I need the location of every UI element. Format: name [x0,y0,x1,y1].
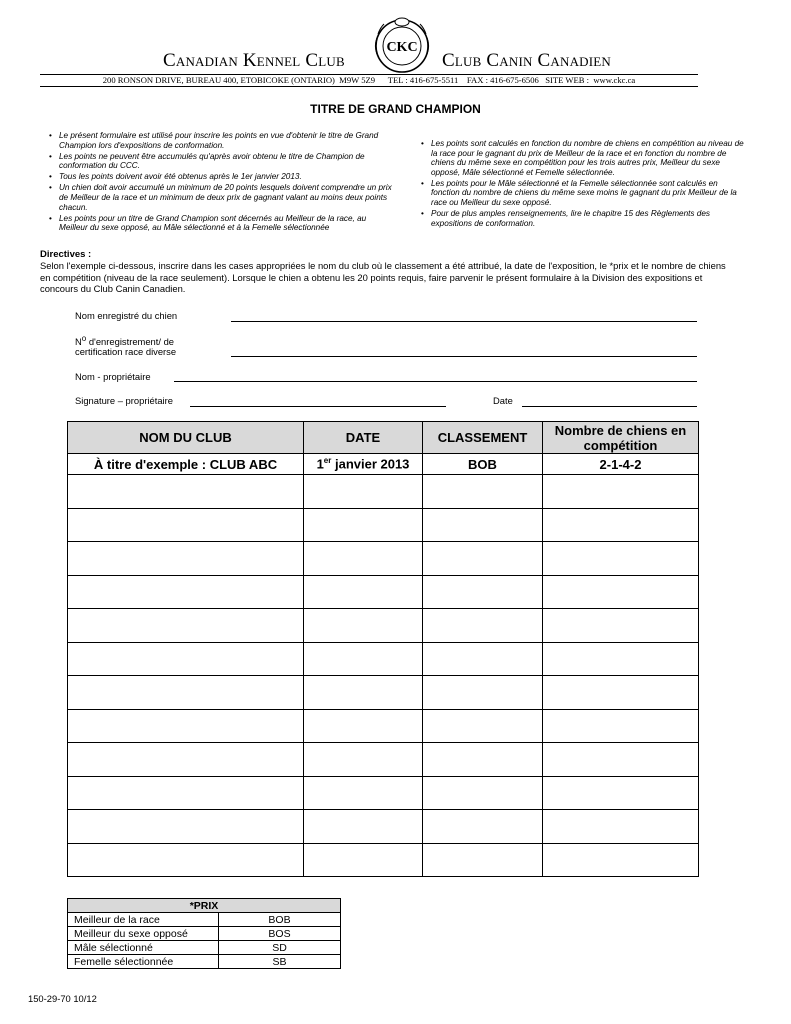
owner-signature-field[interactable] [190,406,446,407]
table-row [68,609,699,643]
directives-text: Selon l'exemple ci-dessous, inscrire dans les cases appropriées le nom du club où le classement a été attribué, la date de l'exposition, le *prix et le nombre de chiens en compétition (niveau de la race seulement). Lorsque le chien a obtenu les 20 points requis, faire parvenir le présent formulaire à la Division des expositions et concours du Club Canin Canadien. [40,260,726,295]
date-label: Date [493,395,513,406]
prize-code: SB [219,955,341,969]
prize-code: BOB [219,913,341,927]
points-table [67,421,699,877]
example-row [68,454,699,475]
table-header-row [68,422,699,454]
date-field[interactable] [522,406,697,407]
header-club-name: NOM DU CLUB [68,422,304,454]
note-item: • Les points pour le Mâle sélectionné et la Femelle sélectionnée sont calculés en fonction du nombre de chiens du même sexe moins le gagnant du prix Meilleur de la race ou Meilleur du sexe opposé. [421,178,737,208]
notes-right [417,139,747,230]
date-cell[interactable] [304,542,423,576]
dog-name-label: Nom enregistré du chien [75,310,178,321]
dog-count-cell[interactable] [543,508,699,542]
prize-legend-header [68,899,341,913]
header-date: DATE [304,422,423,454]
notes-left [45,131,395,234]
note-item: • Les points ne peuvent être accumulés qu'après avoir obtenu le titre de Champion de conformation du CCC. [49,151,365,171]
table-row [68,642,699,676]
org-name-french: Club Canin Canadien [442,50,612,71]
ranking-cell[interactable] [423,642,543,676]
ckc-logo [372,16,432,76]
date-cell[interactable] [304,475,423,509]
example-ranking: BOB [423,454,543,475]
ranking-cell[interactable] [423,508,543,542]
table-row [68,843,699,877]
registration-number-label: $N^o$ d'enregistrement/ de [75,334,175,348]
prize-row [68,913,341,927]
date-cell[interactable] [304,575,423,609]
date-cell[interactable] [304,776,423,810]
prize-label: Femelle sélectionnée [68,955,219,969]
prize-legend-title: *PRIX [68,899,341,913]
dog-count-cell[interactable] [543,609,699,643]
club-name-cell[interactable] [68,776,304,810]
prize-legend-table [67,898,341,969]
ranking-cell[interactable] [423,709,543,743]
table-row [68,542,699,576]
dog-count-cell[interactable] [543,843,699,877]
ranking-cell[interactable] [423,676,543,710]
org-name-english: Canadian Kennel Club [163,50,345,71]
dog-count-cell[interactable] [543,475,699,509]
note-item: • Tous les points doivent avoir été obtenus après le 1er janvier 2013. [49,172,302,182]
header-ranking: CLASSEMENT [423,422,543,454]
example-dog-count: 2-1-4-2 [543,454,699,475]
registration-number-field[interactable] [231,356,697,357]
prize-row [68,955,341,969]
prize-row [68,927,341,941]
ranking-cell[interactable] [423,475,543,509]
dog-name-field[interactable] [231,321,697,322]
ranking-cell[interactable] [423,743,543,777]
ranking-cell[interactable] [423,575,543,609]
club-name-cell[interactable] [68,475,304,509]
date-cell[interactable] [304,642,423,676]
note-item: • Les points sont calculés en fonction du nombre de chiens en compétition au niveau de la race pour le gagnant du prix de Meilleur de la race et en fonction du nombre de chiens du même sexe en compétition pour les trois autres prix, Meilleur du sexe opposé, Mâle sélectionné et Femelle sélectionnée. [421,139,744,177]
club-name-cell[interactable] [68,709,304,743]
note-item: • Un chien doit avoir accumulé un minimum de 20 points lesquels doivent comprendre un prix de Meilleur de la race et un minimum de deux prix de gagnant valant au moins deux points chacun. [49,183,392,212]
dog-count-cell[interactable] [543,743,699,777]
table-row [68,475,699,509]
club-name-cell[interactable] [68,843,304,877]
header-rule-bottom [40,86,698,87]
date-cell[interactable] [304,810,423,844]
table-row [68,743,699,777]
club-name-cell[interactable] [68,810,304,844]
header-dog-count: Nombre de chiens en compétition [543,422,699,454]
club-name-cell[interactable] [68,508,304,542]
prize-code: BOS [219,927,341,941]
dog-count-cell[interactable] [543,542,699,576]
directives-heading: Directives : [40,249,92,260]
dog-count-cell[interactable] [543,810,699,844]
dog-count-cell[interactable] [543,709,699,743]
ranking-cell[interactable] [423,843,543,877]
example-date: 1er janvier 2013 [304,454,423,475]
ranking-cell[interactable] [423,609,543,643]
example-club: À titre d'exemple : CLUB ABC [68,454,304,475]
form-number: 150-29-70 10/12 [28,993,97,1004]
form-title: TITRE DE GRAND CHAMPION [310,102,481,116]
club-name-cell[interactable] [68,575,304,609]
date-cell[interactable] [304,743,423,777]
date-cell[interactable] [304,676,423,710]
club-name-cell[interactable] [68,609,304,643]
dog-count-cell[interactable] [543,776,699,810]
ranking-cell[interactable] [423,810,543,844]
club-name-cell[interactable] [68,743,304,777]
prize-label: Meilleur de la race [68,913,219,927]
prize-row [68,941,341,955]
address-line: 200 RONSON DRIVE, BUREAU 400, ETOBICOKE (ONTARIO) M9W 5Z9 TEL : 416-675-5511 FAX : 416-675-6506 SITE WEB : www.ckc.ca [102,75,636,85]
owner-name-field[interactable] [174,381,697,382]
dog-count-cell[interactable] [543,676,699,710]
date-cell[interactable] [304,843,423,877]
club-name-cell[interactable] [68,642,304,676]
table-row [68,676,699,710]
dog-count-cell[interactable] [543,575,699,609]
prize-code: SD [219,941,341,955]
note-item: • Les points pour un titre de Grand Champion sont décernés au Meilleur de la race, au Meilleur du sexe opposé, au Mâle sélectionné et à la Femelle sélectionnée [49,213,367,233]
date-cell[interactable] [304,508,423,542]
table-row [68,810,699,844]
registration-number-label-line2: certification race diverse [75,346,177,357]
owner-signature-label: Signature – propriétaire [75,395,173,406]
table-row [68,776,699,810]
prize-label: Mâle sélectionné [68,941,219,955]
date-cell[interactable] [304,609,423,643]
table-row [68,508,699,542]
owner-name-label: Nom - propriétaire [75,371,151,382]
prize-label: Meilleur du sexe opposé [68,927,219,941]
club-name-cell[interactable] [68,676,304,710]
ranking-cell[interactable] [423,776,543,810]
ranking-cell[interactable] [423,542,543,576]
svg-text:CKC: CKC [386,40,418,55]
note-item: • Le présent formulaire est utilisé pour inscrire les points en vue d'obtenir le titre de Grand Champion lors d'expositions de conformation. [49,131,379,150]
table-row [68,575,699,609]
dog-count-cell[interactable] [543,642,699,676]
club-name-cell[interactable] [68,542,304,576]
table-row [68,709,699,743]
date-cell[interactable] [304,709,423,743]
note-item: • Pour de plus amples renseignements, lire le chapitre 15 des Règlements des expositions de conformation. [421,209,710,228]
